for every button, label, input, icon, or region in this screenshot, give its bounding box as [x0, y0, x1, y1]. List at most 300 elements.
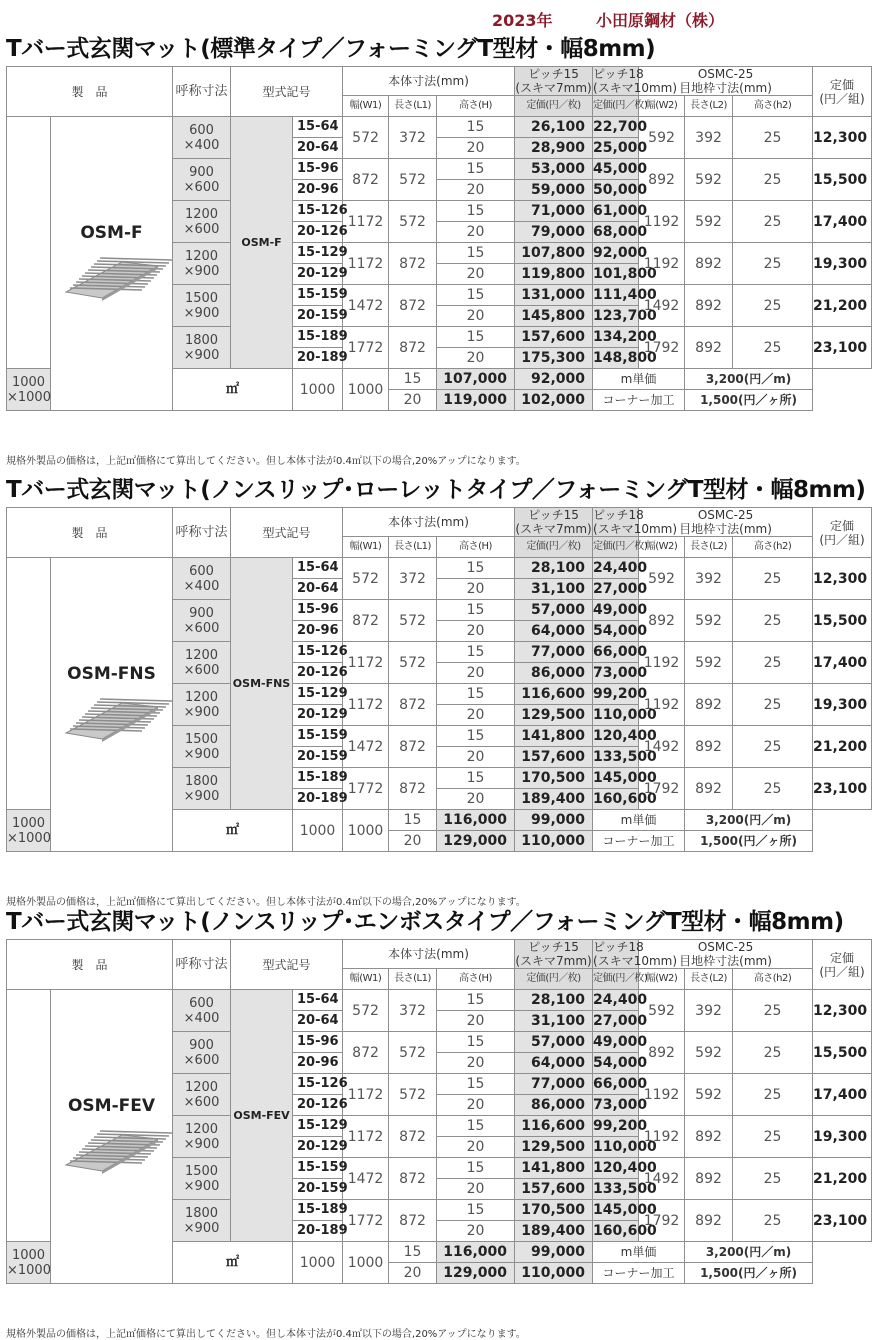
nominal-size: 1500 ×900 [173, 726, 231, 768]
price-pitch18: 160,600 [593, 1221, 639, 1242]
header-price-p18 [593, 537, 648, 558]
frame-width: 592 [639, 558, 685, 600]
header-frame-dim-label: 目地枠寸法(mm) [679, 81, 772, 95]
header-w2-label: 幅(W2) [645, 541, 678, 552]
header-set-price [813, 940, 872, 990]
m-unit-label: m単価 [593, 1242, 685, 1263]
nominal-size: 1200 ×600 [173, 642, 231, 684]
price-pitch15: 157,600 [515, 1179, 593, 1200]
body-height: 20 [437, 1053, 515, 1074]
header-pitch18-label: ピッチ18 [593, 67, 644, 81]
body-width: 872 [343, 1032, 389, 1074]
nominal-size: 1200 ×600 [173, 1074, 231, 1116]
frame-width: 1792 [639, 768, 685, 810]
nominal-size: 1000 ×1000 [7, 810, 51, 852]
variant-code: 15-126 [293, 642, 343, 663]
nominal-size: 1500 ×900 [173, 285, 231, 327]
body-length: 572 [389, 159, 437, 201]
price-pitch15: 26,100 [515, 117, 593, 138]
body-length: 1000 [343, 1242, 389, 1284]
frame-width: 1192 [639, 1116, 685, 1158]
table-row [7, 558, 872, 579]
section-note: 規格外製品の価格は，上記㎡価格にて算出してください。但し本体寸法が0.4㎡以下の場合,20%アップになります。 [6, 1329, 526, 1340]
body-length: 372 [389, 558, 437, 600]
nominal-size: 1200 ×900 [173, 243, 231, 285]
set-price: 17,400 [813, 642, 872, 684]
header-nominal-label: 呼称寸法 [175, 84, 228, 99]
frame-height: 25 [733, 1032, 813, 1074]
mat-product-illustration [62, 254, 162, 302]
price-pitch18: 110,000 [515, 1263, 593, 1284]
header-price-p15-label: 定価(円／枚) [526, 100, 581, 111]
header-body-dim-label: 本体寸法(mm) [388, 515, 469, 529]
set-price: 12,300 [813, 117, 872, 159]
body-width: 572 [343, 990, 389, 1032]
body-length: 572 [389, 201, 437, 243]
price-pitch18: 50,000 [593, 180, 639, 201]
frame-height: 25 [733, 1158, 813, 1200]
header-w1 [343, 969, 389, 990]
price-pitch15: 119,000 [437, 390, 515, 411]
nominal-size: 600 ×400 [173, 558, 231, 600]
header-l1-label: 長さ(L1) [394, 973, 431, 984]
header-per-set-label: (円／組) [819, 964, 865, 979]
header-list-price-label: 定価 [830, 518, 855, 533]
header-frame-model: OSMC-25 [697, 67, 754, 81]
product-cell [7, 990, 51, 1242]
price-pitch18: 54,000 [593, 621, 639, 642]
body-width: 1000 [293, 810, 343, 852]
header-frame-dim-label: 目地枠寸法(mm) [679, 522, 772, 536]
frame-height: 25 [733, 558, 813, 600]
frame-width: 892 [639, 1032, 685, 1074]
corner-label: コーナー加工 [593, 1263, 685, 1284]
corner-price: 1,500(円／ヶ所) [685, 831, 813, 852]
variant-code: 15-189 [293, 768, 343, 789]
variant-code: 15-64 [293, 990, 343, 1011]
header-product-label: 製 品 [71, 84, 108, 99]
variant-code: 15-129 [293, 243, 343, 264]
frame-height: 25 [733, 684, 813, 726]
body-height: 20 [437, 789, 515, 810]
body-height: 15 [437, 201, 515, 222]
variant-code: 15-159 [293, 285, 343, 306]
header-nominal-label: 呼称寸法 [175, 525, 228, 540]
body-width: 1172 [343, 1116, 389, 1158]
body-length: 1000 [343, 369, 389, 411]
header-pitch15-label: ピッチ15 [528, 940, 579, 954]
set-price: 17,400 [813, 1074, 872, 1116]
price-pitch18: 73,000 [593, 663, 639, 684]
nominal-size: 900 ×600 [173, 600, 231, 642]
price-pitch18: 99,000 [515, 1242, 593, 1263]
variant-code: 15-96 [293, 1032, 343, 1053]
body-length: 572 [389, 1074, 437, 1116]
nominal-size: 1000 ×1000 [7, 1242, 51, 1284]
header-l2 [685, 96, 733, 117]
set-price: 15,500 [813, 159, 872, 201]
price-pitch18: 101,800 [593, 264, 639, 285]
header-body-dim [343, 940, 515, 969]
header-w1-label: 幅(W1) [349, 541, 382, 552]
price-pitch18: 49,000 [593, 600, 639, 621]
body-width: 872 [343, 159, 389, 201]
variant-code: 20-129 [293, 1137, 343, 1158]
body-height: 20 [437, 747, 515, 768]
price-pitch18: 92,000 [593, 243, 639, 264]
product-model-cell [51, 990, 173, 1284]
body-height: 20 [437, 1011, 515, 1032]
variant-code: 20-126 [293, 1095, 343, 1116]
nominal-size: 1800 ×900 [173, 768, 231, 810]
set-price: 23,100 [813, 768, 872, 810]
header-model-code [231, 67, 343, 117]
price-pitch15: 28,900 [515, 138, 593, 159]
body-height: 15 [437, 1158, 515, 1179]
price-pitch18: 111,400 [593, 285, 639, 306]
price-pitch18: 110,000 [515, 831, 593, 852]
price-pitch15: 141,800 [515, 726, 593, 747]
header-pitch18 [593, 940, 678, 969]
header-l1 [389, 969, 437, 990]
mat-product-illustration [62, 1127, 162, 1175]
price-pitch15: 116,000 [437, 1242, 515, 1263]
price-pitch18: 54,000 [593, 1053, 639, 1074]
body-height: 15 [437, 243, 515, 264]
header-h2 [733, 96, 813, 117]
body-length: 872 [389, 243, 437, 285]
corner-price: 1,500(円／ヶ所) [685, 1263, 813, 1284]
body-height: 15 [437, 327, 515, 348]
header-h-label: 高さ(H) [459, 100, 492, 111]
frame-width: 892 [639, 159, 685, 201]
body-length: 872 [389, 726, 437, 768]
set-price: 23,100 [813, 327, 872, 369]
price-pitch15: 131,000 [515, 285, 593, 306]
price-pitch18: 24,400 [593, 558, 639, 579]
price-pitch15: 59,000 [515, 180, 593, 201]
body-width: 1472 [343, 726, 389, 768]
set-price: 15,500 [813, 1032, 872, 1074]
header-l2 [685, 969, 733, 990]
per-m2-cell [173, 810, 293, 852]
variant-code: 20-189 [293, 789, 343, 810]
price-pitch15: 157,600 [515, 327, 593, 348]
header-list-price-label: 定価 [830, 950, 855, 965]
body-width: 1472 [343, 1158, 389, 1200]
price-pitch15: 129,500 [515, 705, 593, 726]
frame-length: 392 [685, 117, 733, 159]
body-width: 1772 [343, 327, 389, 369]
mat-product-illustration [62, 695, 162, 743]
header-l1-label: 長さ(L1) [394, 541, 431, 552]
body-height: 15 [437, 285, 515, 306]
variant-code: 15-96 [293, 159, 343, 180]
body-height: 20 [437, 1221, 515, 1242]
body-height: 20 [437, 705, 515, 726]
header-nominal [173, 508, 231, 558]
header-price-p18-label: 定価(円／枚) [593, 541, 648, 552]
header-price-p15 [515, 969, 593, 990]
header-l2-label: 長さ(L2) [690, 541, 727, 552]
variant-code: 20-96 [293, 1053, 343, 1074]
price-pitch18: 99,000 [515, 810, 593, 831]
price-pitch15: 77,000 [515, 1074, 593, 1095]
nominal-size: 1200 ×900 [173, 1116, 231, 1158]
header-price-p15-label: 定価(円／枚) [526, 973, 581, 984]
header-w2 [639, 969, 685, 990]
product-cell [7, 558, 51, 810]
body-width: 572 [343, 117, 389, 159]
frame-width: 1192 [639, 243, 685, 285]
price-pitch15: 71,000 [515, 201, 593, 222]
frame-height: 25 [733, 1074, 813, 1116]
corner-price: 1,500(円／ヶ所) [685, 390, 813, 411]
frame-length: 892 [685, 1116, 733, 1158]
header-l2-label: 長さ(L2) [690, 100, 727, 111]
variant-code: 15-129 [293, 684, 343, 705]
header-gap10-label: (スキマ10mm) [593, 522, 678, 536]
body-height: 15 [437, 1032, 515, 1053]
price-pitch15: 116,000 [437, 810, 515, 831]
price-pitch18: 145,000 [593, 768, 639, 789]
frame-width: 1492 [639, 1158, 685, 1200]
variant-code: 20-189 [293, 348, 343, 369]
variant-code: 20-159 [293, 306, 343, 327]
body-height: 15 [437, 159, 515, 180]
body-length: 872 [389, 1200, 437, 1242]
price-pitch18: 45,000 [593, 159, 639, 180]
frame-width: 1192 [639, 201, 685, 243]
body-width: 1472 [343, 285, 389, 327]
price-pitch18: 92,000 [515, 369, 593, 390]
body-length: 372 [389, 117, 437, 159]
header-pitch15-label: ピッチ15 [528, 508, 579, 522]
body-length: 872 [389, 684, 437, 726]
frame-height: 25 [733, 159, 813, 201]
body-width: 1772 [343, 1200, 389, 1242]
header-l2 [685, 537, 733, 558]
price-pitch18: 61,000 [593, 201, 639, 222]
frame-length: 892 [685, 243, 733, 285]
header-l1-label: 長さ(L1) [394, 100, 431, 111]
body-width: 1172 [343, 201, 389, 243]
price-pitch15: 189,400 [515, 789, 593, 810]
frame-width: 1492 [639, 726, 685, 768]
price-pitch18: 66,000 [593, 1074, 639, 1095]
header-model-code-label: 型式記号 [262, 525, 311, 540]
header-product [7, 67, 173, 117]
nominal-size: 600 ×400 [173, 117, 231, 159]
frame-height: 25 [733, 600, 813, 642]
set-price: 19,300 [813, 1116, 872, 1158]
header-body-dim-label: 本体寸法(mm) [388, 947, 469, 961]
price-pitch15: 116,600 [515, 1116, 593, 1137]
price-pitch15: 57,000 [515, 600, 593, 621]
header-nominal [173, 67, 231, 117]
body-width: 1172 [343, 243, 389, 285]
price-pitch18: 123,700 [593, 306, 639, 327]
body-height: 20 [389, 390, 437, 411]
header-h2-label: 高さ(h2) [753, 100, 792, 111]
variant-code: 15-129 [293, 1116, 343, 1137]
price-pitch18: 133,500 [593, 1179, 639, 1200]
price-pitch18: 120,400 [593, 726, 639, 747]
price-pitch18: 134,200 [593, 327, 639, 348]
price-pitch18: 73,000 [593, 1095, 639, 1116]
price-pitch15: 129,000 [437, 1263, 515, 1284]
header-frame-dim-label: 目地枠寸法(mm) [679, 954, 772, 968]
body-width: 872 [343, 600, 389, 642]
product-model-name: OSM-FEV [67, 1095, 156, 1116]
price-pitch18: 27,000 [593, 1011, 639, 1032]
header-price-p15 [515, 96, 593, 117]
body-length: 872 [389, 285, 437, 327]
header-gap10-label: (スキマ10mm) [593, 954, 678, 968]
section-title: Tバー式玄関マット(ノンスリップ･ローレットタイプ／フォーミングT型材・幅8mm) [6, 477, 866, 503]
body-height: 20 [437, 621, 515, 642]
frame-height: 25 [733, 285, 813, 327]
header-h2 [733, 537, 813, 558]
header-price-p15 [515, 537, 593, 558]
variant-code: 20-126 [293, 222, 343, 243]
frame-length: 892 [685, 1200, 733, 1242]
frame-length: 592 [685, 642, 733, 684]
header-frame-model: OSMC-25 [697, 940, 754, 954]
body-height: 15 [389, 369, 437, 390]
body-height: 20 [437, 663, 515, 684]
body-height: 15 [437, 1074, 515, 1095]
header-h2 [733, 969, 813, 990]
price-pitch18: 66,000 [593, 642, 639, 663]
header-product [7, 940, 173, 990]
header-product-label: 製 品 [71, 957, 108, 972]
product-model-cell [51, 558, 173, 852]
body-width: 1772 [343, 768, 389, 810]
nominal-size: 1200 ×600 [173, 201, 231, 243]
nominal-size: 1800 ×900 [173, 327, 231, 369]
price-pitch15: 86,000 [515, 663, 593, 684]
price-pitch15: 107,000 [437, 369, 515, 390]
price-table [6, 507, 872, 852]
set-price: 17,400 [813, 201, 872, 243]
frame-height: 25 [733, 243, 813, 285]
nominal-size: 1000 ×1000 [7, 369, 51, 411]
body-width: 572 [343, 558, 389, 600]
corner-label: コーナー加工 [593, 831, 685, 852]
header-model-code-label: 型式記号 [262, 957, 311, 972]
per-m2-cell [173, 1242, 293, 1284]
section-title: Tバー式玄関マット(標準タイプ／フォーミングT型材・幅8mm) [6, 36, 656, 62]
header-pitch18 [593, 67, 678, 96]
header-w2 [639, 537, 685, 558]
header-frame-model: OSMC-25 [697, 508, 754, 522]
price-table [6, 939, 872, 1284]
frame-length: 592 [685, 1074, 733, 1116]
body-length: 572 [389, 600, 437, 642]
variant-code: 15-126 [293, 201, 343, 222]
frame-width: 592 [639, 117, 685, 159]
nominal-size: 1500 ×900 [173, 1158, 231, 1200]
frame-length: 392 [685, 990, 733, 1032]
price-pitch18: 102,000 [515, 390, 593, 411]
product-model-cell [51, 117, 173, 411]
header-pitch15 [515, 67, 593, 96]
price-pitch18: 148,800 [593, 348, 639, 369]
body-height: 20 [437, 1179, 515, 1200]
body-height: 20 [437, 222, 515, 243]
body-height: 20 [437, 1095, 515, 1116]
nominal-size: 600 ×400 [173, 990, 231, 1032]
m-unit-label: m単価 [593, 369, 685, 390]
body-width: 1172 [343, 684, 389, 726]
price-pitch18: 133,500 [593, 747, 639, 768]
corner-label: コーナー加工 [593, 390, 685, 411]
table-header-row [7, 67, 872, 96]
body-height: 15 [437, 684, 515, 705]
body-height: 20 [389, 831, 437, 852]
frame-width: 1792 [639, 327, 685, 369]
nominal-size: 900 ×600 [173, 1032, 231, 1074]
header-product-label: 製 品 [71, 525, 108, 540]
section-title: Tバー式玄関マット(ノンスリップ･エンボスタイプ／フォーミングT型材・幅8mm) [6, 909, 844, 935]
set-price: 15,500 [813, 600, 872, 642]
model-code: OSM-F [241, 235, 282, 249]
frame-length: 592 [685, 159, 733, 201]
frame-length: 892 [685, 285, 733, 327]
variant-code: 20-129 [293, 264, 343, 285]
header-pitch15 [515, 940, 593, 969]
per-m2-cell [173, 369, 293, 411]
header-pitch18 [593, 508, 678, 537]
header-set-price [813, 508, 872, 558]
header-gap7-label: (スキマ7mm) [515, 522, 592, 536]
frame-width: 892 [639, 600, 685, 642]
body-height: 15 [437, 990, 515, 1011]
frame-length: 892 [685, 726, 733, 768]
frame-length: 892 [685, 327, 733, 369]
header-model-code-label: 型式記号 [262, 84, 311, 99]
price-pitch18: 99,200 [593, 1116, 639, 1137]
header-l1 [389, 96, 437, 117]
per-m2-label: ㎡ [226, 1254, 240, 1270]
body-height: 20 [437, 348, 515, 369]
header-w1-label: 幅(W1) [349, 973, 382, 984]
frame-width: 1792 [639, 1200, 685, 1242]
table-row [7, 117, 872, 138]
header-body-dim [343, 67, 515, 96]
body-length: 572 [389, 1032, 437, 1074]
header-h-label: 高さ(H) [459, 973, 492, 984]
frame-width: 1192 [639, 1074, 685, 1116]
header-per-set-label: (円／組) [819, 91, 865, 106]
price-pitch18: 145,000 [593, 1200, 639, 1221]
header-w1 [343, 96, 389, 117]
frame-height: 25 [733, 726, 813, 768]
body-height: 20 [437, 1137, 515, 1158]
set-price: 21,200 [813, 1158, 872, 1200]
header-price-p18 [593, 96, 648, 117]
header-price-p18 [593, 969, 648, 990]
price-pitch15: 145,800 [515, 306, 593, 327]
price-pitch18: 160,600 [593, 789, 639, 810]
variant-code: 15-159 [293, 726, 343, 747]
table-header-row [7, 508, 872, 537]
price-pitch15: 31,100 [515, 579, 593, 600]
price-pitch15: 64,000 [515, 1053, 593, 1074]
per-m2-label: ㎡ [226, 381, 240, 397]
m-unit-price: 3,200(円／m) [685, 369, 813, 390]
